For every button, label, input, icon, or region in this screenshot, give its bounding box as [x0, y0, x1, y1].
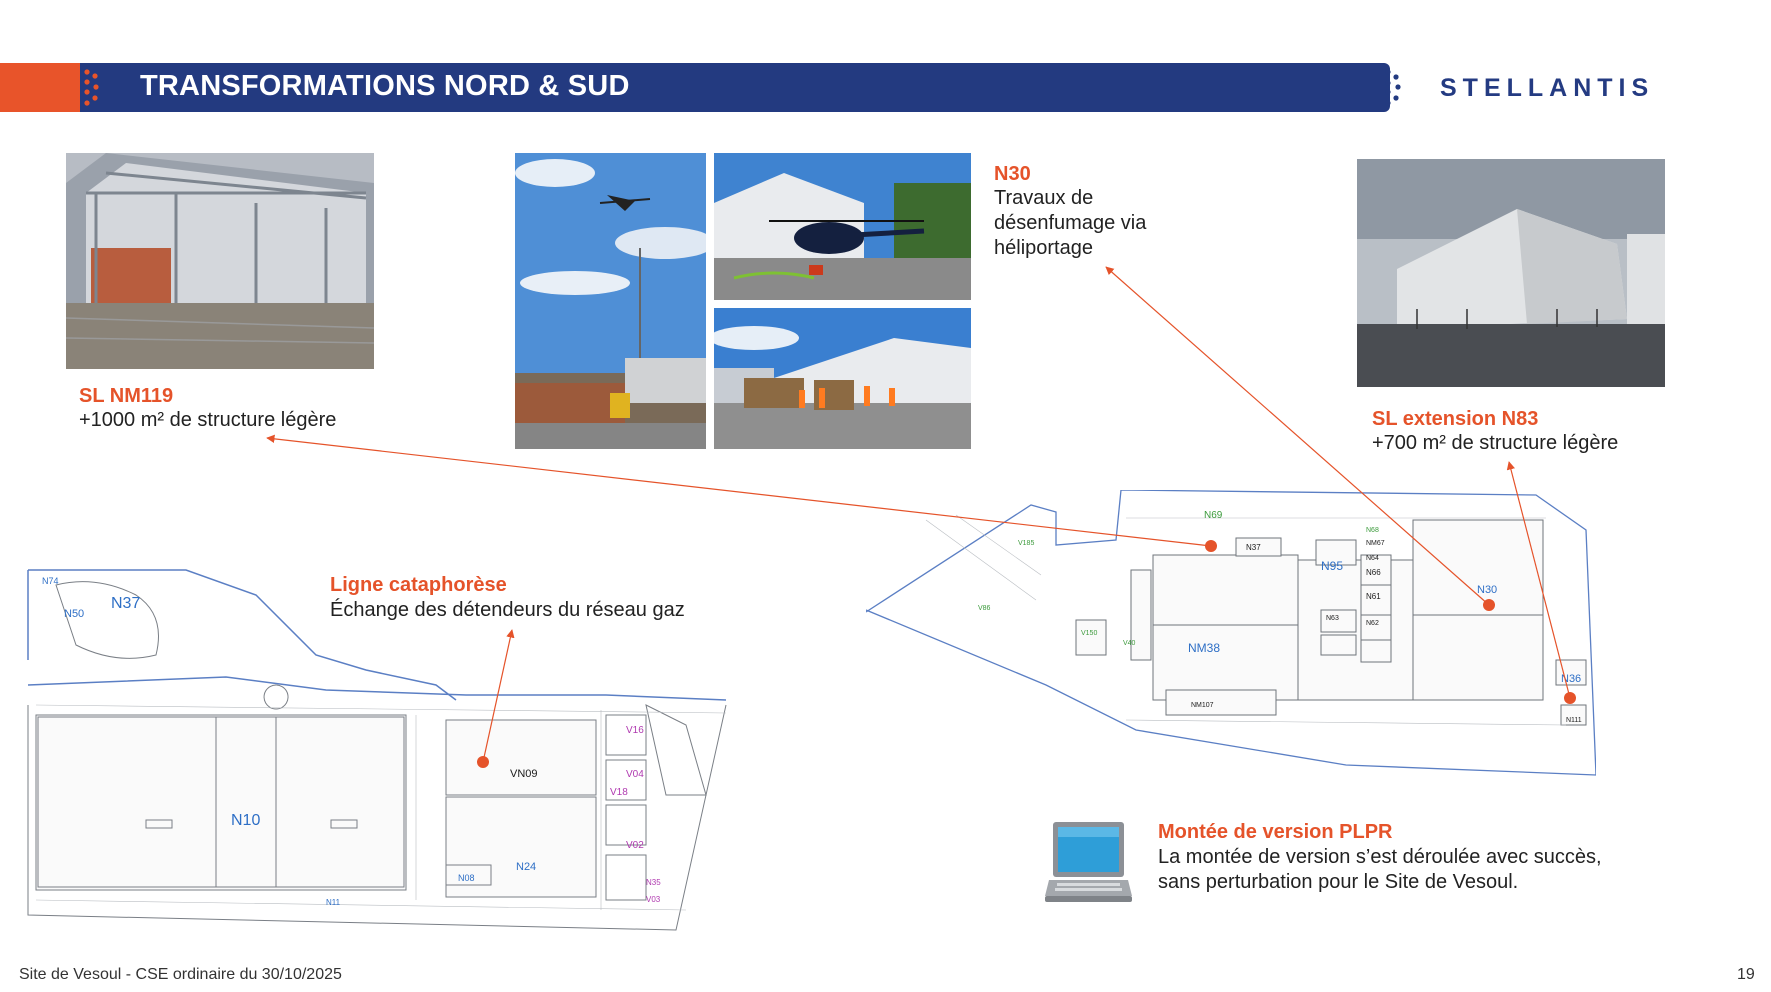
map-label: N68 [1366, 527, 1379, 534]
map-label: V16 [626, 725, 644, 736]
map-label: NM107 [1191, 702, 1214, 709]
map-label: N95 [1321, 559, 1344, 573]
callout-plpr-line2: sans perturbation pour le Site de Vesoul. [1158, 871, 1519, 893]
map-label: N11 [326, 898, 341, 907]
map-label: V86 [978, 605, 991, 612]
callout-nm119-title: SL NM119 [79, 385, 174, 407]
callout-n30-line1: Travaux de [994, 187, 1094, 209]
arrow-n83 [1509, 462, 1570, 698]
map-label: N30 [1477, 584, 1498, 596]
map-label: V04 [626, 769, 644, 780]
arrow-cataphorese [483, 630, 512, 762]
map-label: N69 [1204, 510, 1223, 521]
map-label: V40 [1123, 640, 1136, 647]
callout-n30-line3: héliportage [994, 237, 1093, 259]
map-label: N08 [458, 873, 475, 883]
map-label: V150 [1081, 630, 1098, 637]
map-label: N37 [1246, 543, 1261, 552]
footer-site-label: Site de Vesoul - CSE ordinaire du 30/10/2025 [19, 966, 342, 983]
map-label: V03 [646, 895, 661, 904]
map-label: N63 [1326, 615, 1339, 622]
map-label: N24 [516, 861, 537, 873]
arrow-n30 [1106, 267, 1489, 605]
callout-cataphorese-text: Échange des détendeurs du réseau gaz [330, 599, 685, 621]
map-label: V18 [610, 787, 628, 798]
map-label: NM67 [1366, 540, 1385, 547]
stellantis-logo: STELLANTIS [1440, 74, 1655, 102]
map-label: N61 [1366, 592, 1381, 601]
callout-nm119-text: +1000 m² de structure légère [79, 409, 337, 431]
callout-n83-title: SL extension N83 [1372, 408, 1539, 430]
callout-cataphorese-title: Ligne cataphorèse [330, 574, 507, 596]
map-label: NM38 [1188, 641, 1221, 655]
map-label: N10 [231, 812, 261, 829]
callout-plpr-line1: La montée de version s’est déroulée avec succès, [1158, 846, 1602, 868]
map-label: N35 [646, 878, 661, 887]
page-title: TRANSFORMATIONS NORD & SUD [140, 70, 630, 102]
map-label: N66 [1366, 568, 1381, 577]
map-label: N37 [111, 595, 141, 612]
callout-plpr-title: Montée de version PLPR [1158, 821, 1393, 843]
callout-n30-line2: désenfumage via [994, 212, 1147, 234]
page-number: 19 [1737, 966, 1755, 983]
callout-n30-title: N30 [994, 163, 1031, 185]
map-label: V02 [626, 840, 644, 851]
map-label: VN09 [510, 768, 538, 780]
map-label: V185 [1018, 540, 1035, 547]
callout-n83-text: +700 m² de structure légère [1372, 432, 1619, 454]
map-label: N74 [42, 576, 59, 586]
map-label: N50 [64, 608, 85, 620]
map-label: N62 [1366, 620, 1379, 627]
map-label: N64 [1366, 555, 1379, 562]
arrow-nm119 [267, 438, 1211, 546]
map-label: N111 [1566, 717, 1582, 724]
map-label: N36 [1561, 673, 1582, 685]
